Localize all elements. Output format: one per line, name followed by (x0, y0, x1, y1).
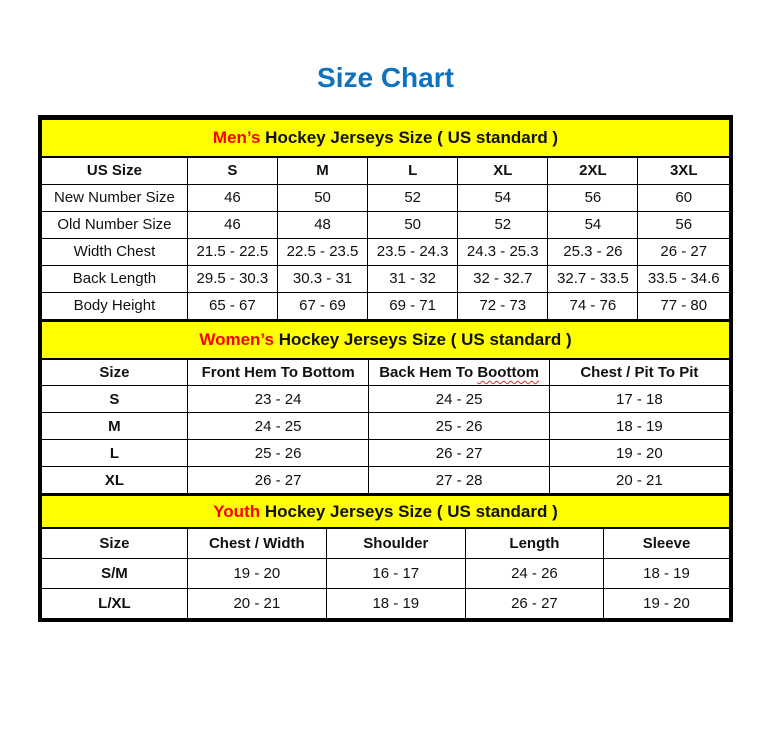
row-label: XL (42, 467, 188, 494)
mens-header-row (42, 157, 730, 184)
section-title-highlight: Women’s (199, 329, 274, 349)
womens-size-table (41, 320, 730, 495)
column-header: Chest / Pit To Pit (549, 359, 729, 386)
table-row (42, 184, 730, 211)
table-cell: 60 (638, 184, 730, 211)
row-label: Old Number Size (42, 211, 188, 238)
table-cell: 33.5 - 34.6 (638, 265, 730, 292)
table-cell: 18 - 19 (604, 558, 730, 588)
row-label: New Number Size (42, 184, 188, 211)
table-cell: 46 (187, 211, 277, 238)
row-label: L/XL (42, 588, 188, 618)
row-label: S/M (42, 558, 188, 588)
table-cell: 50 (277, 184, 367, 211)
table-cell: 31 - 32 (368, 265, 458, 292)
table-cell: 24.3 - 25.3 (458, 238, 548, 265)
table-row (42, 413, 730, 440)
size-chart (38, 115, 733, 622)
table-cell: 22.5 - 23.5 (277, 238, 367, 265)
table-row (42, 588, 730, 618)
youth-size-table (41, 494, 730, 619)
womens-section-title: Women’s Hockey Jerseys Size ( US standard ) (42, 321, 730, 359)
row-label: Back Length (42, 265, 188, 292)
table-cell: 25 - 26 (187, 440, 369, 467)
table-cell: 23 - 24 (187, 386, 369, 413)
table-cell: 48 (277, 211, 367, 238)
row-label: Width Chest (42, 238, 188, 265)
table-cell: 26 - 27 (465, 588, 603, 618)
table-cell: 24 - 25 (369, 386, 549, 413)
mens-section-band-row (42, 119, 730, 157)
column-header: Sleeve (604, 528, 730, 558)
table-cell: 27 - 28 (369, 467, 549, 494)
youth-header-row (42, 528, 730, 558)
table-cell: 19 - 20 (187, 558, 326, 588)
table-cell: 32 - 32.7 (458, 265, 548, 292)
column-header: 2XL (548, 157, 638, 184)
womens-section-band-row (42, 321, 730, 359)
column-header: Shoulder (326, 528, 465, 558)
row-label: S (42, 386, 188, 413)
table-cell: 77 - 80 (638, 292, 730, 319)
row-label: L (42, 440, 188, 467)
table-cell: 24 - 26 (465, 558, 603, 588)
table-row (42, 558, 730, 588)
table-cell: 26 - 27 (369, 440, 549, 467)
table-cell: 19 - 20 (604, 588, 730, 618)
table-row (42, 440, 730, 467)
table-cell: 25.3 - 26 (548, 238, 638, 265)
table-cell: 23.5 - 24.3 (368, 238, 458, 265)
table-cell: 17 - 18 (549, 386, 729, 413)
table-cell: 54 (548, 211, 638, 238)
table-cell: 18 - 19 (549, 413, 729, 440)
column-header: Back Hem To Boottom (369, 359, 549, 386)
table-cell: 74 - 76 (548, 292, 638, 319)
column-header: M (277, 157, 367, 184)
table-cell: 16 - 17 (326, 558, 465, 588)
column-header: Length (465, 528, 603, 558)
table-cell: 56 (548, 184, 638, 211)
mens-size-table (41, 118, 730, 320)
row-label: M (42, 413, 188, 440)
youth-section-title: Youth Hockey Jerseys Size ( US standard ) (42, 495, 730, 528)
column-header: XL (458, 157, 548, 184)
section-title-highlight: Men’s (212, 128, 261, 147)
table-cell: 52 (368, 184, 458, 211)
table-cell: 20 - 21 (187, 588, 326, 618)
table-cell: 30.3 - 31 (277, 265, 367, 292)
table-cell: 29.5 - 30.3 (187, 265, 277, 292)
table-cell: 50 (368, 211, 458, 238)
section-title-highlight: Youth (213, 501, 261, 521)
table-cell: 54 (458, 184, 548, 211)
column-header: S (187, 157, 277, 184)
table-cell: 67 - 69 (277, 292, 367, 319)
table-row (42, 292, 730, 319)
table-cell: 26 - 27 (638, 238, 730, 265)
table-row (42, 265, 730, 292)
column-header: L (368, 157, 458, 184)
table-cell: 26 - 27 (187, 467, 369, 494)
table-cell: 21.5 - 22.5 (187, 238, 277, 265)
table-cell: 32.7 - 33.5 (548, 265, 638, 292)
table-cell: 69 - 71 (368, 292, 458, 319)
row-label: Body Height (42, 292, 188, 319)
column-header: Size (42, 359, 188, 386)
column-header: Chest / Width (187, 528, 326, 558)
mens-section-title: Men’s Hockey Jerseys Size ( US standard ) (42, 119, 730, 157)
column-header: Size (42, 528, 188, 558)
youth-section-band-row (42, 495, 730, 528)
table-cell: 18 - 19 (326, 588, 465, 618)
column-header: Front Hem To Bottom (187, 359, 369, 386)
table-cell: 52 (458, 211, 548, 238)
table-cell: 46 (187, 184, 277, 211)
womens-header-row (42, 359, 730, 386)
table-cell: 56 (638, 211, 730, 238)
column-header: US Size (42, 157, 188, 184)
table-cell: 20 - 21 (549, 467, 729, 494)
page (38, 62, 733, 622)
column-header: 3XL (638, 157, 730, 184)
misspelled-word: Boottom (477, 363, 539, 381)
table-row (42, 238, 730, 265)
table-cell: 25 - 26 (369, 413, 549, 440)
table-row (42, 211, 730, 238)
table-cell: 72 - 73 (458, 292, 548, 319)
table-cell: 65 - 67 (187, 292, 277, 319)
table-cell: 19 - 20 (549, 440, 729, 467)
page-title: Size Chart (317, 62, 454, 93)
table-row (42, 386, 730, 413)
table-row (42, 467, 730, 494)
table-cell: 24 - 25 (187, 413, 369, 440)
